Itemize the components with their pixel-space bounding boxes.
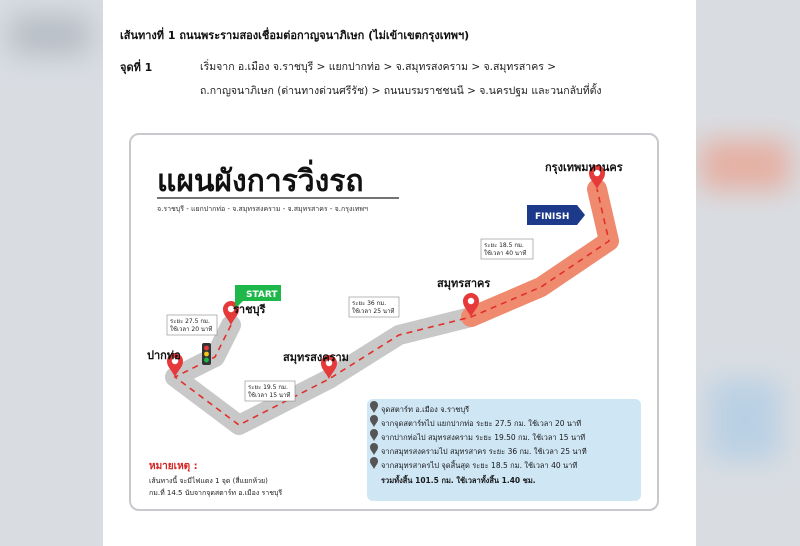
distance-tag <box>167 315 217 335</box>
note-title: หมายเหตุ : <box>149 461 198 472</box>
finish-label: FINISH <box>535 212 570 222</box>
background-blur <box>700 140 790 190</box>
legend-row: จากสมุทรสงครามไป สมุทรสาคร ระยะ 36 กม. ใช้เวลา 25 นาที <box>381 447 587 456</box>
svg-text:ใช้เวลา 40 นาที: ใช้เวลา 40 นาที <box>484 250 527 257</box>
distance-tag <box>245 381 295 401</box>
route-description-line: เริ่มจาก อ.เมือง จ.ราชบุรี > แยกปากท่อ > จ.สมุทรสงคราม > จ.สมุทรสาคร > <box>200 61 557 73</box>
traffic-light-icon <box>202 343 211 365</box>
legend-row: จากจุดสตาร์ทไป แยกปากท่อ ระยะ 27.5 กม. ใช้เวลา 20 นาที <box>381 419 582 428</box>
point-label: จุดที่ 1 <box>120 61 153 74</box>
distance-tag <box>349 297 399 317</box>
note-line: เส้นทางนี้ จะมีไฟแดง 1 จุด (สี่แยกห้วย) <box>149 477 268 485</box>
legend-row: จากสมุทรสาครไป จุดสิ้นสุด ระยะ 18.5 กม. ใช้เวลา 40 นาที <box>381 461 578 470</box>
place-label-ratchaburi: ราชบุรี <box>233 303 266 316</box>
background-blur <box>710 380 780 460</box>
svg-text:ใช้เวลา 15 นาที: ใช้เวลา 15 นาที <box>248 392 291 399</box>
route-map <box>131 135 659 511</box>
svg-text:ใช้เวลา 25 นาที: ใช้เวลา 25 นาที <box>352 308 395 315</box>
background-blur <box>10 15 90 55</box>
map-title: แผนผังการวิ่งรถ <box>157 164 364 199</box>
start-label: START <box>246 290 278 300</box>
legend-start: จุดสตาร์ท อ.เมือง จ.ราชบุรี <box>381 405 470 414</box>
place-label-bangkok: กรุงเทพมหานคร <box>545 161 623 174</box>
route-description-line: ถ.กาญจนาภิเษก (ด่านทางด่วนศรีรัช) > ถนนบรมราชชนนี > จ.นครปฐม และวนกลับที่ตั้ง <box>200 85 602 97</box>
legend-total: รวมทั้งสิ้น 101.5 กม. ใช้เวลาทั้งสิ้น 1.40 ชม. <box>381 476 536 485</box>
svg-text:ใช้เวลา 20 นาที: ใช้เวลา 20 นาที <box>170 326 213 333</box>
svg-text:ระยะ 18.5 กม.: ระยะ 18.5 กม. <box>484 242 524 249</box>
distance-tag <box>481 239 533 259</box>
legend-box <box>367 399 641 501</box>
document-title: เส้นทางที่ 1 ถนนพระรามสองเชื่อมต่อกาญจนาภิเษก (ไม่เข้าเขตกรุงเทพฯ) <box>120 29 470 42</box>
svg-text:ระยะ 36 กม.: ระยะ 36 กม. <box>352 300 387 307</box>
note-line: กม.ที่ 14.5 นับจากจุดสตาร์ท อ.เมือง ราชบุรี <box>149 489 283 497</box>
place-label-samut-sakhon: สมุทรสาคร <box>437 277 491 290</box>
place-label-pak-tho: ปากท่อ <box>147 349 181 362</box>
route-map-card <box>129 133 659 511</box>
svg-text:ระยะ 19.5 กม.: ระยะ 19.5 กม. <box>248 384 288 391</box>
legend-row: จากปากท่อไป สมุทรสงคราม ระยะ 19.50 กม. ใช้เวลา 15 นาที <box>381 433 586 442</box>
svg-text:ระยะ 27.5 กม.: ระยะ 27.5 กม. <box>170 318 210 325</box>
finish-flag <box>527 205 585 225</box>
map-subtitle: จ.ราชบุรี - แยกปากท่อ - จ.สมุทรสงคราม - จ.สมุทรสาคร - จ.กรุงเทพฯ <box>157 205 368 213</box>
place-label-samut-songkhram: สมุทรสงคราม <box>283 351 349 364</box>
